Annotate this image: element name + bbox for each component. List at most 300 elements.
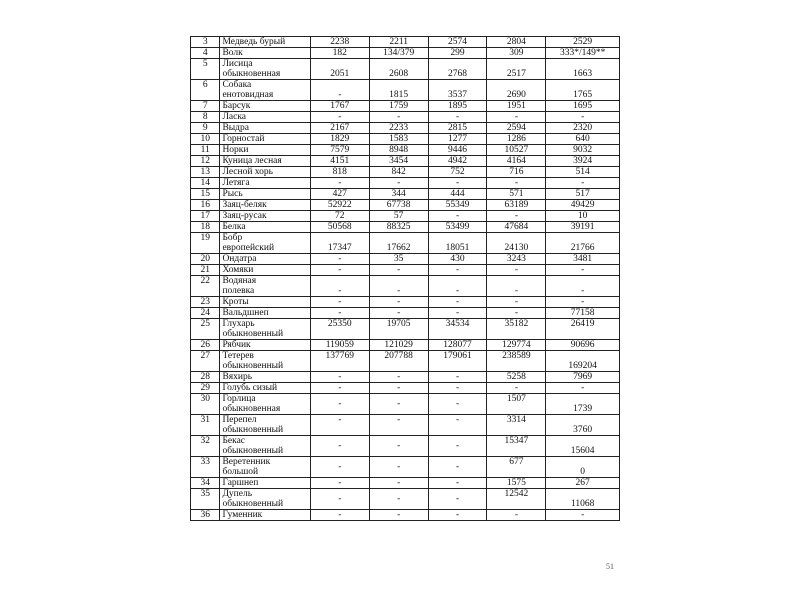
value-text: 1663 [573,69,593,79]
value-cell [487,478,546,489]
value-cell [546,101,620,112]
value-text: 2517 [506,69,526,79]
species-name-line: Гаршнеп [222,478,259,488]
value-cell [428,189,487,200]
value-text: 15604 [570,446,595,456]
value-text: 444 [450,189,465,199]
value-cell [428,101,487,112]
value-cell [546,134,620,145]
table-row [191,394,620,415]
value-cell [487,308,546,319]
species-name-cell [220,101,310,112]
value-text: 67738 [386,200,411,210]
species-name-line: обыкновенный [222,499,284,509]
value-cell [369,383,428,394]
value-cell [369,478,428,489]
table-row [191,145,620,156]
value-text: 25350 [327,319,352,329]
species-name-cell [220,145,310,156]
value-text: - [397,297,401,307]
species-name-cell [220,222,310,233]
value-text: 26419 [570,319,595,329]
value-cell [487,145,546,156]
value-text: 299 [450,48,465,58]
species-name-line: Куница лесная [222,156,282,166]
value-text: - [514,308,518,318]
value-cell [369,189,428,200]
value-cell [310,276,369,297]
species-name-cell [220,123,310,134]
species-name-line: Заяц-беляк [222,200,267,210]
table-row [191,478,620,489]
value-cell [428,233,487,254]
value-cell [310,101,369,112]
value-text: 3924 [573,156,593,166]
value-cell [546,37,620,48]
species-name-line: Хомяки [222,265,254,275]
value-text: - [338,297,342,307]
value-cell [310,37,369,48]
value-text: 9446 [448,145,468,155]
value-text: 3454 [389,156,409,166]
value-cell [369,319,428,340]
value-text: 2238 [330,37,350,47]
value-text: 238589 [502,351,531,361]
value-text: 1507 [506,394,526,404]
row-number-cell: 27 [191,351,220,372]
value-cell [310,510,369,521]
value-cell [546,233,620,254]
value-cell [428,145,487,156]
value-cell [310,308,369,319]
species-name-cell [220,59,310,80]
table-body [191,37,620,521]
value-text: 7969 [573,372,593,382]
value-cell [369,265,428,276]
value-text: 1286 [506,134,526,144]
value-text: 88325 [386,222,411,232]
species-name-line: Кроты [222,297,249,307]
value-text: - [455,297,460,307]
species-name-cell [220,254,310,265]
row-number-cell: 33 [191,457,220,478]
value-text: 77158 [570,308,595,318]
species-name-cell [220,415,310,436]
value-cell [546,415,620,436]
value-cell [487,134,546,145]
value-cell [546,276,620,297]
table-row [191,123,620,134]
species-name-line: Белка [222,222,246,232]
species-name-line: Вяхирь [222,372,253,382]
value-text: 1895 [448,101,468,111]
value-cell [546,489,620,510]
row-number-cell: 28 [191,372,220,383]
value-text: - [397,399,401,409]
row-number-cell: 35 [191,489,220,510]
value-cell [369,372,428,383]
species-name-line: Водяная [222,276,257,286]
value-cell [310,297,369,308]
value-text: - [397,308,401,318]
value-text: 1575 [506,478,526,488]
row-number-cell: 23 [191,297,220,308]
value-text: - [455,211,460,221]
value-text: 49429 [570,200,595,210]
value-cell [487,178,546,189]
value-text: 1583 [389,134,409,144]
species-name-line: обыкновенный [222,361,284,371]
row-number-cell: 10 [191,134,220,145]
value-cell [546,178,620,189]
value-cell [428,340,487,351]
value-text: 10 [577,211,588,221]
value-text: 53499 [445,222,470,232]
value-text: - [397,478,401,488]
value-cell [546,254,620,265]
value-text: 1695 [573,101,593,111]
value-text: - [338,494,342,504]
value-cell [369,145,428,156]
species-name-line: обыкновенный [222,329,284,339]
value-cell [428,254,487,265]
species-name-line: Рысь [222,189,243,199]
value-cell [546,222,620,233]
row-number-cell: 18 [191,222,220,233]
table-row [191,211,620,222]
value-cell [310,265,369,276]
value-cell [487,383,546,394]
value-text: 15347 [504,436,529,446]
species-name-line: Ондатра [222,254,257,264]
value-text: 57 [393,211,404,221]
species-name-line: енотовидная [222,90,274,100]
row-number-cell: 6 [191,80,220,101]
value-text: 4942 [448,156,468,166]
value-text: - [581,265,585,275]
value-text: 430 [450,254,465,264]
value-cell [487,319,546,340]
value-cell [369,415,428,436]
value-cell [487,415,546,436]
value-text: 1277 [448,134,468,144]
value-text: - [455,178,460,188]
species-name-line: обыкновенная [222,69,281,79]
species-name-line: Норки [222,145,249,155]
value-text: 514 [575,167,590,177]
species-name-cell [220,200,310,211]
species-name-line: Горлица [222,394,256,404]
value-cell [428,59,487,80]
value-cell [487,101,546,112]
value-text: - [455,478,460,488]
value-text: - [455,510,460,520]
table-row [191,222,620,233]
value-cell [546,436,620,457]
value-cell [369,134,428,145]
value-text: 1765 [573,90,593,100]
value-cell [487,351,546,372]
value-text: 34534 [445,319,470,329]
value-text: 2211 [389,37,408,47]
value-text: 3243 [506,254,526,264]
value-cell [369,200,428,211]
value-text: 134/379 [383,48,415,58]
row-number-cell: 24 [191,308,220,319]
value-cell [428,319,487,340]
value-cell [310,489,369,510]
table-row [191,510,620,521]
table-row [191,156,620,167]
value-text: 677 [509,457,524,467]
value-cell [310,383,369,394]
value-cell [428,489,487,510]
value-cell [428,178,487,189]
row-number-cell: 3 [191,37,220,48]
value-cell [310,178,369,189]
value-text: 716 [509,167,524,177]
value-cell [487,233,546,254]
value-cell [310,80,369,101]
row-number-cell: 13 [191,167,220,178]
value-cell [428,276,487,297]
row-number-cell: 15 [191,189,220,200]
value-text: 182 [332,48,347,58]
value-text: - [338,112,342,122]
species-name-line: Барсук [222,101,251,111]
value-cell [310,233,369,254]
species-name-line: Глухарь [222,319,255,329]
species-name-line: Волк [222,48,243,58]
value-text: 1759 [389,101,409,111]
value-cell [487,80,546,101]
value-text: - [338,90,342,100]
table-row [191,134,620,145]
value-cell [310,48,369,59]
species-name-line: Медведь бурый [222,37,286,47]
value-text: - [338,478,342,488]
value-cell [546,156,620,167]
value-cell [369,457,428,478]
species-name-line: Летяга [222,178,250,188]
value-cell [546,265,620,276]
value-cell [310,415,369,436]
row-number-cell: 19 [191,233,220,254]
species-name-cell [220,510,310,521]
species-name-line: Собака [222,80,252,90]
table-row [191,489,620,510]
value-text: 39191 [570,222,595,232]
species-name-line: Дупель [222,489,253,499]
value-text: 2233 [389,123,409,133]
species-name-line: Лисица [222,59,253,69]
value-text: 3481 [573,254,593,264]
value-text: 3314 [506,415,526,425]
value-cell [369,48,428,59]
value-cell [546,340,620,351]
value-text: 2051 [330,69,350,79]
value-text: 17347 [327,243,352,253]
value-cell [428,222,487,233]
value-cell [487,394,546,415]
value-text: 179061 [443,351,472,361]
value-cell [369,297,428,308]
value-cell [546,457,620,478]
value-cell [487,48,546,59]
value-text: 1739 [573,404,593,414]
value-cell [428,200,487,211]
value-cell [310,394,369,415]
value-text: - [338,265,342,275]
value-cell [546,123,620,134]
species-name-cell [220,37,310,48]
species-name-cell [220,276,310,297]
value-text: - [455,441,460,451]
value-text: - [514,112,518,122]
value-text: 2768 [448,69,468,79]
value-cell [310,167,369,178]
value-text: - [338,372,342,382]
value-cell [546,510,620,521]
species-name-cell [220,340,310,351]
row-number-cell: 29 [191,383,220,394]
value-cell [310,372,369,383]
value-cell [369,351,428,372]
value-text: - [581,178,585,188]
value-text: 1815 [389,90,409,100]
value-text: - [397,494,401,504]
value-text: 17662 [386,243,411,253]
value-text: 24130 [504,243,529,253]
value-text: - [397,112,401,122]
value-text: 119059 [325,340,354,350]
value-text: 842 [391,167,406,177]
row-number-cell: 7 [191,101,220,112]
row-number-cell: 25 [191,319,220,340]
value-text: 2574 [448,37,468,47]
row-number-cell: 36 [191,510,220,521]
value-text: 35182 [504,319,529,329]
species-name-cell [220,308,310,319]
row-number-cell: 4 [191,48,220,59]
value-cell [369,436,428,457]
table-row [191,265,620,276]
value-text: 11068 [570,499,595,509]
value-text: - [514,265,518,275]
table-row [191,189,620,200]
value-cell [546,319,620,340]
value-text: - [338,441,342,451]
value-cell [428,394,487,415]
value-cell [546,308,620,319]
value-cell [310,123,369,134]
table-row [191,308,620,319]
value-cell [428,134,487,145]
row-number-cell: 22 [191,276,220,297]
value-text: - [397,441,401,451]
species-name-line: обыкновенный [222,425,284,435]
value-text: 2167 [330,123,350,133]
value-cell [487,372,546,383]
value-cell [546,372,620,383]
species-name-line: обыкновенная [222,404,281,414]
value-text: 169204 [568,361,597,371]
value-text: 0 [580,467,586,477]
value-text: - [397,265,401,275]
value-text: 18051 [445,243,470,253]
value-cell [428,457,487,478]
table-row [191,200,620,211]
value-cell [487,276,546,297]
value-text: - [397,462,401,472]
value-text: 344 [391,189,406,199]
species-name-cell [220,457,310,478]
value-text: 333*/149** [559,48,606,58]
value-text: - [338,308,342,318]
value-cell [487,340,546,351]
value-cell [310,222,369,233]
row-number-cell: 8 [191,112,220,123]
value-cell [369,211,428,222]
value-cell [310,59,369,80]
value-cell [310,156,369,167]
value-text: 4164 [506,156,526,166]
species-name-line: европейский [222,243,275,253]
value-text: 1767 [330,101,350,111]
value-text: - [455,286,460,296]
value-text: - [455,383,460,393]
species-name-line: Выдра [222,123,249,133]
value-cell [487,167,546,178]
value-cell [310,145,369,156]
value-cell [487,222,546,233]
value-text: 3537 [448,90,468,100]
value-text: - [455,372,460,382]
value-text: - [338,510,342,520]
value-cell [546,383,620,394]
value-text: - [514,297,518,307]
value-text: - [338,462,342,472]
document-page [190,36,620,521]
value-text: 267 [575,478,590,488]
species-name-cell [220,156,310,167]
species-name-cell [220,80,310,101]
table-row [191,101,620,112]
value-cell [428,510,487,521]
value-text: - [514,510,518,520]
value-cell [546,297,620,308]
value-cell [487,123,546,134]
value-cell [428,123,487,134]
species-name-line: Перепел [222,415,257,425]
species-name-line: Рябчик [222,340,251,350]
species-name-line: большой [222,467,259,477]
value-cell [428,297,487,308]
value-cell [428,415,487,436]
species-name-cell [220,489,310,510]
table-row [191,178,620,189]
value-cell [428,80,487,101]
value-text: - [581,286,585,296]
species-name-cell [220,48,310,59]
value-cell [487,200,546,211]
value-text: - [397,178,401,188]
table-row [191,59,620,80]
value-text: - [581,383,585,393]
species-name-cell [220,394,310,415]
value-cell [487,457,546,478]
value-text: 52922 [327,200,352,210]
